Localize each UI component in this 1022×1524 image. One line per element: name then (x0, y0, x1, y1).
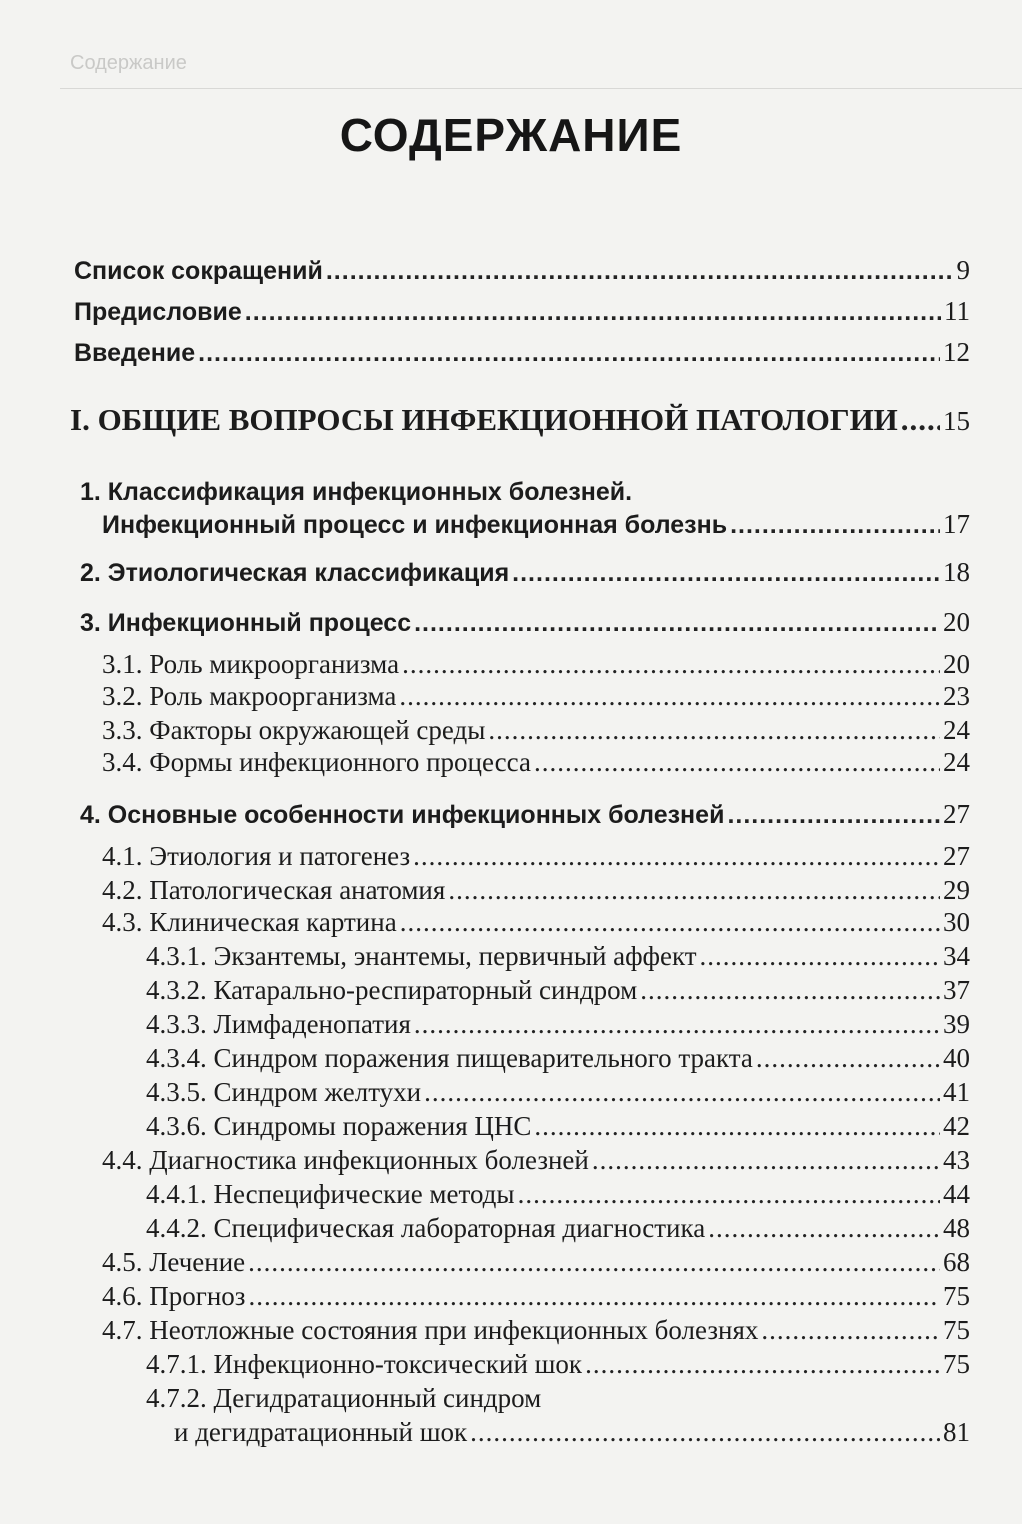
toc-leader (512, 557, 940, 589)
toc-page: 37 (943, 975, 970, 1005)
toc-entry-chapter-4[interactable] (80, 798, 970, 831)
toc-page: 75 (943, 1315, 970, 1345)
toc-leader (534, 746, 940, 778)
toc-entry-4-5[interactable] (102, 1246, 970, 1278)
toc-entry-4-3-5[interactable] (146, 1076, 970, 1108)
toc-entry-4-7-2[interactable] (174, 1416, 970, 1448)
toc-page: 27 (943, 841, 970, 871)
toc-page: 9 (956, 255, 970, 285)
toc-entry-4-3-4[interactable] (146, 1042, 970, 1074)
toc-entry-4-4-1[interactable] (146, 1178, 970, 1210)
toc-leader (727, 799, 940, 831)
toc-entry-3-2[interactable] (102, 680, 970, 712)
toc-page: 17 (943, 509, 970, 539)
toc-page: 27 (943, 799, 970, 829)
toc-leader (400, 906, 940, 938)
toc-page: 34 (943, 941, 970, 971)
toc-page: 29 (943, 875, 970, 905)
toc-page: 30 (943, 907, 970, 937)
toc-leader (198, 337, 940, 369)
toc-page: 23 (943, 681, 970, 711)
toc-leader (488, 714, 940, 746)
toc-label: 4.4.1. Неспецифические методы (146, 1179, 515, 1209)
toc-leader (470, 1416, 940, 1448)
toc-leader (414, 1008, 940, 1040)
toc-page: 11 (944, 296, 970, 326)
toc-entry-3-1[interactable] (102, 648, 970, 680)
toc-page: 24 (943, 715, 970, 745)
toc-entry-chapter-2[interactable] (80, 556, 970, 589)
toc-label: 4.5. Лечение (102, 1247, 246, 1277)
toc-label: 4.3.6. Синдромы поражения ЦНС (146, 1111, 532, 1141)
toc-entry-abbreviations[interactable] (74, 254, 970, 287)
running-head: Содержание (70, 52, 187, 74)
toc-page: 68 (943, 1247, 970, 1277)
toc-entry-3-3[interactable] (102, 714, 970, 746)
toc-entry-part-1[interactable] (70, 404, 970, 437)
toc-page: 18 (943, 557, 970, 587)
toc-label: 4.3. Клиническая картина (102, 907, 397, 937)
toc-entry-4-1[interactable] (102, 840, 970, 872)
toc-entry-4-4[interactable] (102, 1144, 970, 1176)
toc-page: 12 (943, 337, 970, 367)
toc-label: 3.4. Формы инфекционного процесса (102, 747, 531, 777)
toc-entry-4-3[interactable] (102, 906, 970, 938)
toc-label: Введение (74, 339, 196, 367)
toc-leader (534, 1110, 940, 1142)
toc-leader (424, 1076, 940, 1108)
toc-page: 24 (943, 747, 970, 777)
toc-entry-4-7-1[interactable] (146, 1348, 970, 1380)
toc-label: 2. Этиологическая классификация (80, 559, 510, 587)
toc-entry-chapter-3[interactable] (80, 606, 970, 639)
toc-leader (448, 874, 940, 906)
toc-label: 4.3.4. Синдром поражения пищеварительного тракта (146, 1043, 753, 1073)
toc-page: 42 (943, 1111, 970, 1141)
toc-entry-4-3-6[interactable] (146, 1110, 970, 1142)
toc-leader (585, 1348, 940, 1380)
toc-entry-4-2[interactable] (102, 874, 970, 906)
toc-leader (402, 648, 940, 680)
toc-label: 4.6. Прогноз (102, 1281, 246, 1311)
toc-leader (399, 680, 940, 712)
toc-leader (640, 974, 940, 1006)
toc-label: 4.1. Этиология и патогенез (102, 841, 411, 871)
toc-page: 75 (943, 1281, 970, 1311)
toc-label: Предисловие (74, 298, 242, 326)
toc-label: 3.2. Роль макроорганизма (102, 681, 397, 711)
toc-leader (901, 404, 940, 436)
toc-entry-4-7-2-line1[interactable] (146, 1382, 970, 1414)
toc-entry-4-3-2[interactable] (146, 974, 970, 1006)
toc-entry-chapter-1-line1[interactable] (80, 476, 970, 508)
toc-leader (413, 840, 940, 872)
toc-entry-preface[interactable] (74, 295, 970, 328)
toc-entry-4-4-2[interactable] (146, 1212, 970, 1244)
toc-leader (700, 940, 940, 972)
toc-label: 4.7. Неотложные состояния при инфекционных болезнях (102, 1315, 759, 1345)
toc-label: 4.4. Диагностика инфекционных болезней (102, 1145, 589, 1175)
page-title: СОДЕРЖАНИЕ (339, 109, 683, 161)
toc-page: 15 (943, 406, 970, 436)
toc-leader (592, 1144, 940, 1176)
toc-entry-3-4[interactable] (102, 746, 970, 778)
toc-leader (756, 1042, 940, 1074)
toc-leader (245, 296, 941, 328)
toc-page: 40 (943, 1043, 970, 1073)
toc-label: 4.4.2. Специфическая лабораторная диагностика (146, 1213, 706, 1243)
toc-entry-introduction[interactable] (74, 336, 970, 369)
toc-label: I. ОБЩИЕ ВОПРОСЫ ИНФЕКЦИОННОЙ ПАТОЛОГИИ (70, 402, 898, 437)
toc-entry-4-3-1[interactable] (146, 940, 970, 972)
toc-page: 20 (943, 607, 970, 637)
toc-label: Инфекционный процесс и инфекционная болезнь (102, 511, 728, 539)
toc-leader (414, 607, 940, 639)
toc-label: 4.3.1. Экзантемы, энантемы, первичный аффект (146, 941, 697, 971)
toc-label: 4. Основные особенности инфекционных болезней (80, 801, 725, 829)
toc-label: и дегидратационный шок (174, 1417, 468, 1447)
toc-label: 4.3.2. Катарально-респираторный синдром (146, 975, 638, 1005)
toc-page: 43 (943, 1145, 970, 1175)
toc-page: 48 (943, 1213, 970, 1243)
toc-label: 1. Классификация инфекционных болезней. (80, 478, 633, 506)
toc-label: 4.7.2. Дегидратационный синдром (146, 1383, 542, 1413)
toc-leader (708, 1212, 940, 1244)
toc-leader (518, 1178, 940, 1210)
toc-entry-4-7[interactable] (102, 1314, 970, 1346)
toc-entry-4-3-3[interactable] (146, 1008, 970, 1040)
toc-page: 20 (943, 649, 970, 679)
toc-entry-chapter-1[interactable] (102, 508, 970, 541)
toc-leader (248, 1246, 940, 1278)
toc-page: 41 (943, 1077, 970, 1107)
toc-label: 4.7.1. Инфекционно-токсический шок (146, 1349, 583, 1379)
toc-label: 3.1. Роль микроорганизма (102, 649, 400, 679)
toc-leader (761, 1314, 940, 1346)
toc-page: 39 (943, 1009, 970, 1039)
toc-leader (730, 509, 940, 541)
toc-leader (326, 255, 954, 287)
toc-label: Список сокращений (74, 257, 323, 285)
toc-label: 4.3.5. Синдром желтухи (146, 1077, 422, 1107)
header-rule (60, 88, 1022, 89)
toc-leader (248, 1280, 940, 1312)
toc-entry-4-6[interactable] (102, 1280, 970, 1312)
toc-page: 81 (943, 1417, 970, 1447)
toc-label: 4.2. Патологическая анатомия (102, 875, 446, 905)
toc-page: 75 (943, 1349, 970, 1379)
toc-label: 3. Инфекционный процесс (80, 609, 412, 637)
toc-page: 44 (943, 1179, 970, 1209)
toc-label: 3.3. Факторы окружающей среды (102, 715, 486, 745)
toc-label: 4.3.3. Лимфаденопатия (146, 1009, 411, 1039)
